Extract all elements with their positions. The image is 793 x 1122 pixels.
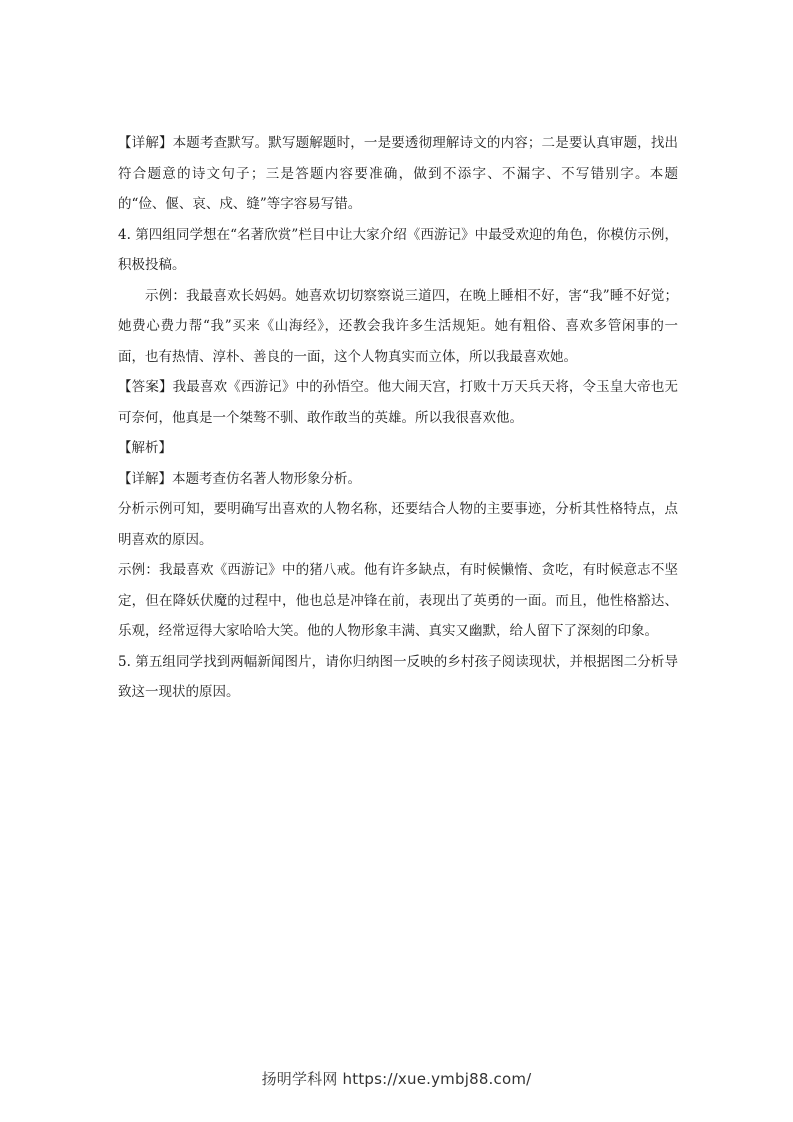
detail-explanation-dictation: 【详解】本题考查默写。默写题解题时，一是要透彻理解诗文的内容；二是要认真审题，找出符合题意的诗文句子；三是答题内容要准确，做到不添字、不漏字、不写错别字。本题的“俭、偃、哀、戍、缝”等字容易写错。 bbox=[118, 135, 678, 212]
page-footer-watermark: 扬明学科网 https://xue.ymbj88.com/ bbox=[261, 1070, 532, 1088]
analysis-heading: 【解析】 bbox=[118, 440, 172, 456]
analysis-example: 示例：我最喜欢《西游记》中的猪八戒。他有许多缺点，有时候懒惰、贪吃，有时候意志不坚定，但在降妖伏魔的过程中，他也总是冲锋在前，表现出了英勇的一面。而且，他性格豁达、乐观，经常逗得大家哈哈大笑。他的人物形象丰满、真实又幽默，给人留下了深刻的印象。 bbox=[118, 562, 678, 639]
answer-4: 【答案】我最喜欢《西游记》中的孙悟空。他大闹天宫，打败十万天兵天将，令玉皇大帝也无可奈何，他真是一个桀骜不驯、敢作敢当的英雄。所以我很喜欢他。 bbox=[118, 379, 678, 426]
analysis-text: 分析示例可知，要明确写出喜欢的人物名称，还要结合人物的主要事迹，分析其性格特点，点明喜欢的原因。 bbox=[118, 501, 678, 548]
question-4-example: 示例：我最喜欢长妈妈。她喜欢切切察察说三道四，在晚上睡相不好，害“我”睡不好觉；她费心费力帮“我”买来《山海经》，还教会我许多生活规矩。她有粗俗、喜欢多管闲事的一面，也有热情、淳朴、善良的一面，这个人物真实而立体，所以我最喜欢她。 bbox=[118, 287, 678, 365]
question-5: 5. 第五组同学找到两幅新闻图片，请你归纳图一反映的乡村孩子阅读现状，并根据图二分析导致这一现状的原因。 bbox=[118, 653, 678, 700]
document-body bbox=[118, 128, 678, 708]
question-4: 4. 第四组同学想在“名著欣赏”栏目中让大家介绍《西游记》中最受欢迎的角色，你模仿示例，积极投稿。 bbox=[118, 226, 678, 273]
detail-explanation-character: 【详解】本题考查仿名著人物形象分析。 bbox=[118, 470, 361, 487]
